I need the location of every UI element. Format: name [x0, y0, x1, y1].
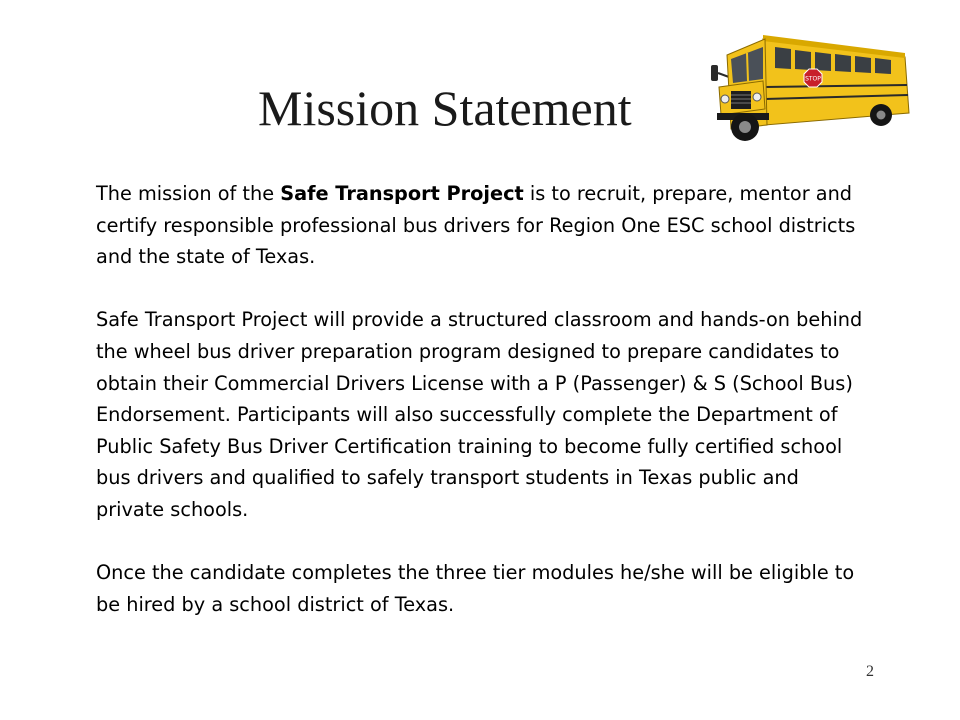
page-number: 2 — [866, 663, 874, 680]
mission-text-rest: is to recruit, prepare, mentor and certify responsible professional bus drivers for Region One ESC school districts and the state of Texas. — [96, 182, 856, 269]
mission-paragraph — [96, 178, 866, 273]
paragraph-gap — [96, 273, 866, 305]
slide-title: Mission Statement — [258, 80, 632, 136]
program-paragraph: Safe Transport Project will provide a structured classroom and hands-on behind the wheel bus driver preparation program designed to prepare candidates to obtain their Commercial Drivers License with a P (Passenger) & S (School Bus) Endorsement. Participants will also successfully complete the Department of Public Safety Bus Driver Certification training to become fully certified school bus drivers and qualified to safely transport students in Texas public and private schools. — [96, 308, 863, 521]
mission-text-intro: The mission of the — [96, 182, 281, 205]
eligibility-paragraph: Once the candidate completes the three tier modules he/she will be eligible to be hired by a school district of Texas. — [96, 561, 855, 616]
stop-sign-text: STOP — [805, 75, 821, 83]
project-name-bold: Safe Transport Project — [280, 182, 524, 205]
school-bus-icon — [705, 25, 920, 150]
mission-body — [96, 178, 866, 620]
paragraph-gap — [96, 526, 866, 558]
